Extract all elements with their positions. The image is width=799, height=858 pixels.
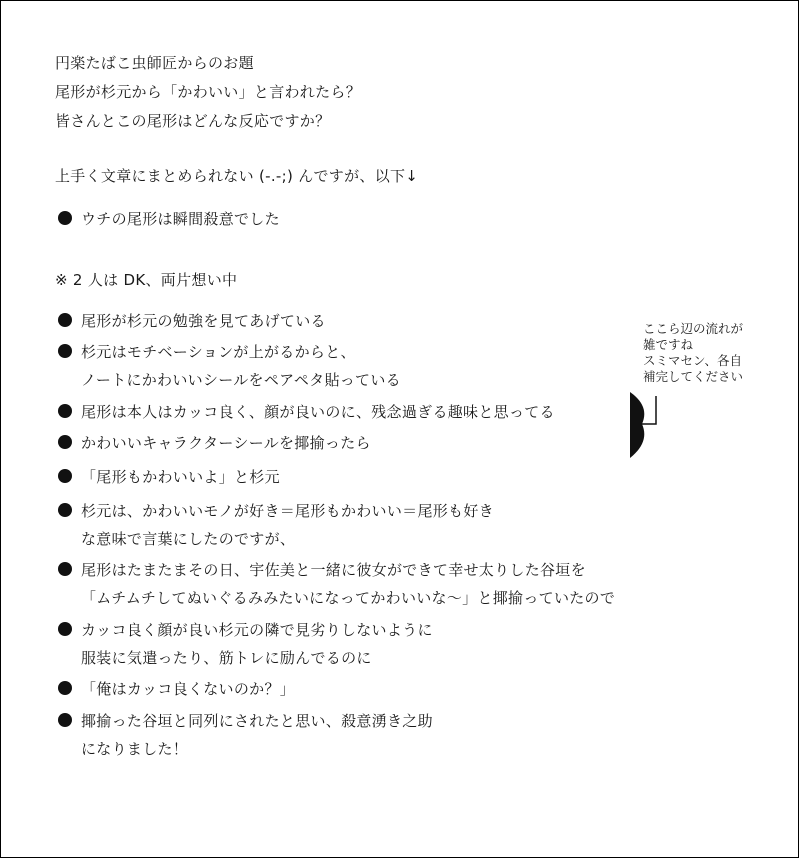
bullet-dot bbox=[58, 562, 72, 576]
first-bullet bbox=[58, 209, 280, 229]
list-item bbox=[58, 560, 586, 580]
list-item bbox=[58, 402, 555, 422]
list-item bbox=[58, 620, 433, 640]
list-item bbox=[58, 467, 280, 487]
side-note-line: ここら辺の流れが bbox=[643, 321, 744, 336]
list-item-continuation: な意味で言葉にしたのですが、 bbox=[81, 530, 296, 548]
list-item bbox=[58, 711, 433, 731]
bullet-dot bbox=[58, 713, 72, 727]
list-item-text: 揶揄った谷垣と同列にされたと思い、殺意湧き之助 bbox=[81, 712, 433, 730]
list-item bbox=[58, 342, 356, 362]
list-item-text: かわいいキャラクターシールを揶揄ったら bbox=[81, 434, 371, 452]
list-item-text: 杉元はモチベーションが上がるからと、 bbox=[81, 343, 356, 361]
list-item-text: 「尾形もかわいいよ」と杉元 bbox=[81, 468, 280, 486]
list-item-text: カッコ良く顔が良い杉元の隣で見劣りしないように bbox=[81, 621, 433, 639]
list-item-text: 「俺はカッコ良くないのか？」 bbox=[81, 680, 296, 698]
intro-line-1: 円楽たばこ虫師匠からのお題 bbox=[55, 54, 254, 72]
bullet-dot bbox=[58, 503, 72, 517]
bullet-dot bbox=[58, 435, 72, 449]
list-item-continuation: ノートにかわいいシールをペアペタ貼っている bbox=[81, 371, 401, 389]
list-item-text: 尾形が杉元の勉強を見てあげている bbox=[81, 312, 326, 330]
bracket-mark-icon bbox=[628, 390, 660, 460]
bullet-dot bbox=[58, 344, 72, 358]
intro-line-2: 尾形が杉元から「かわいい」と言われたら？ bbox=[55, 83, 362, 101]
list-item-text: 杉元は、かわいいモノが好き＝尾形もかわいい＝尾形も好き bbox=[81, 502, 494, 520]
side-note-line: 雑ですね bbox=[643, 337, 694, 352]
first-bullet-text: ウチの尾形は瞬間殺意でした bbox=[81, 210, 280, 228]
intro-line-4: 上手く文章にまとめられない (-.-;) んですが、以下↓ bbox=[55, 167, 419, 185]
bullet-dot bbox=[58, 622, 72, 636]
side-note-line: スミマセン、各自 bbox=[643, 353, 743, 368]
list-item-text: 尾形はたまたまその日、宇佐美と一緒に彼女ができて幸せ太りした谷垣を bbox=[81, 561, 586, 579]
list-item-text: 尾形は本人はカッコ良く、顔が良いのに、残念過ぎる趣味と思ってる bbox=[81, 403, 555, 421]
list-item bbox=[58, 433, 371, 453]
intro-line-3: 皆さんとこの尾形はどんな反応ですか？ bbox=[55, 112, 331, 130]
list-item bbox=[58, 501, 494, 521]
bullet-dot bbox=[58, 211, 72, 225]
side-note bbox=[643, 321, 743, 385]
bullet-dot bbox=[58, 404, 72, 418]
side-note-line: 補完してください bbox=[643, 369, 744, 384]
list-item-continuation: 服装に気遣ったり、筋トレに励んでるのに bbox=[81, 649, 372, 667]
list-item bbox=[58, 311, 326, 331]
bullet-dot bbox=[58, 313, 72, 327]
bullet-dot bbox=[58, 681, 72, 695]
bullet-dot bbox=[58, 469, 72, 483]
list-item-continuation: になりました！ bbox=[81, 740, 189, 758]
list-item-continuation: 「ムチムチしてぬいぐるみみたいになってかわいいな～」と揶揄っていたので bbox=[81, 589, 616, 607]
note-line: ※ 2 人は DK、両片想い中 bbox=[55, 271, 238, 289]
list-item bbox=[58, 679, 295, 699]
